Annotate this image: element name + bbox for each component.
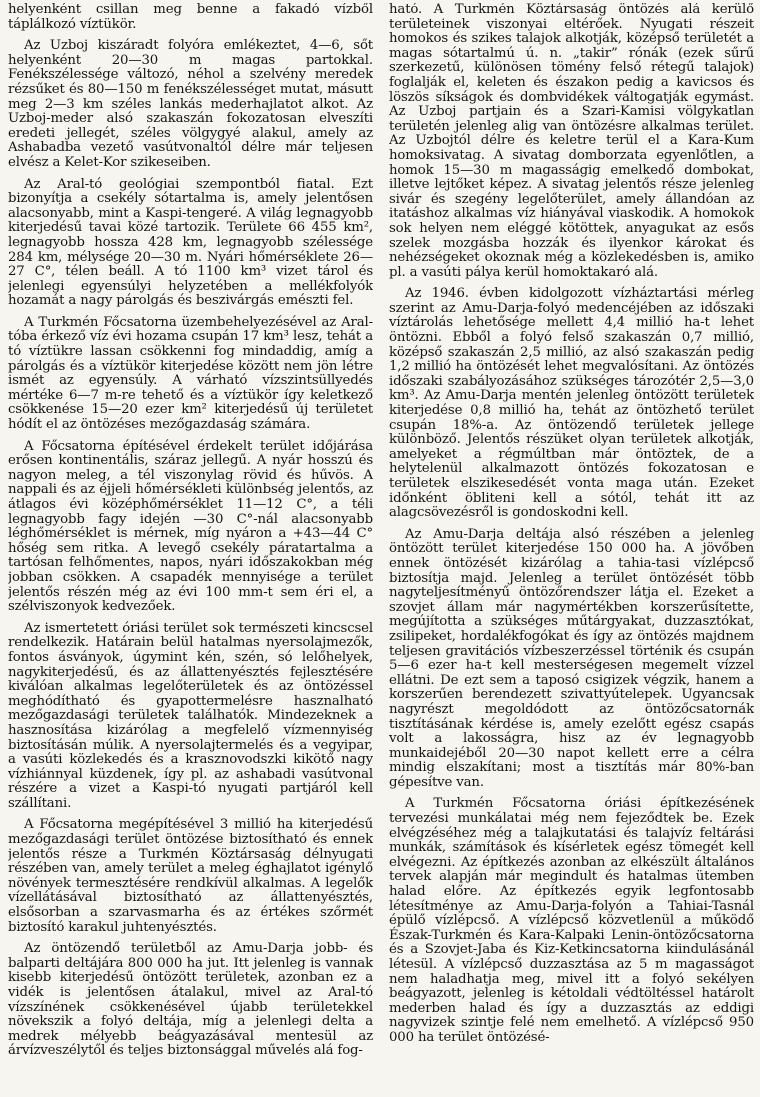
paragraph: A Turkmén Főcsatorna üzembehelyezésével az Aral-tóba érkező víz évi hozama csupán 17 km³ lesz, tehát a tó víztükre lassan csökkenni fog mindaddig, amíg a párolgás és a víztükör kiterjedése között nem jön létre ismét az egyensúly. A várható vízszintsüllyedés mértéke 6—7 m-re tehető és a víztükör így keletkező csökkenése 15—20 ezer km² kiterjedésű új területet hódít el az öntözéses mezőgazdaság számára. — [8, 314, 373, 433]
paragraph: Az Amu-Darja deltája alsó részében a jelenleg öntözött terület kiterjedése 150 000 ha. A jövőben ennek öntözését kizárólag a tahia-tasi vízlépcső biztosítja majd. Jelenleg a terület öntözését több nagyteljesítményű öntözőrendszer látja el. Ezeket a szovjet állam már nagymértékben korszerűsítette, megújította a szükséges műtárgyakat, duzzasztókat, zsilipeket, hordalékfogókat és így az öntözés majdnem teljesen gravitációs vízbeszerzéssel történik és csupán 5—6 ezer ha-t kell mesterségesen megemelt vízzel ellátni. De ezt sem a taposó csigizek végzik, hanem a korszerűen berendezett szivattyútelepek. Ugyancsak nagyrészt megoldódott az öntözőcsatornák tisztításának kérdése is, amely ezelőtt egész csapás volt a lakosságra, hisz az év legnagyobb munkaidejéből 20—30 napot kellett erre a célra mindig elszakítani; most a tisztítás már 80%-ban gépesítve van. — [389, 526, 754, 790]
paragraph: Az öntözendő területből az Amu-Darja jobb- és balparti deltájára 800 000 ha jut. Itt jelenleg is vannak kisebb kiterjedésű öntözött területek, azonban ez a vidék is jelentősen átalakul, mivel az Aral-tó vízszínének csökkenésével újabb területekkel növekszik a folyó deltája, míg a jelenlegi delta a medrek mélyebb beágyazásával mentesül az árvízveszélytől és teljes biztonsággal művelés alá fog- — [8, 941, 373, 1059]
paragraph: A Főcsatorna megépítésével 3 millió ha kiterjedésű mezőgazdasági terület öntözése biztosítható és ennek jelentős része a Turkmén Köztársaság délnyugati részében van, amely terület a meleg éghajlatot igénylő növények termesztésére rendkívül alkalmas. A legelők vízellátásával biztosítható az állattenyésztés, elsősorban a szarvasmarha és az értékes szőrmét biztosító karakul juhtenyésztés. — [8, 817, 373, 935]
paragraph: helyenként csillan meg benne a fakadó vízből táplálkozó víztükör. — [8, 3, 373, 32]
paragraph: Az 1946. évben kidolgozott vízháztartási mérleg szerint az Amu-Darja-folyó medencéjében az időszaki víztárolás lehetősége mellett 4,4 millió ha-t lehet öntözni. Ebből a folyó felső szakaszán 0,7 millió, középső szakaszán 2,5 millió, az alsó szakaszán pedig 1,2 millió ha öntözését lehet megvalósítani. Az öntözés időszaki szabályozásához szükséges tározótér 2,5—3,0 km³. Az Amu-Darja mentén jelenleg öntözött területek kiterjedése 0,8 millió ha, tehát az öntözhető terület csupán 18%-a. Az öntözendő területek jellege különböző. Jelentős részüket olyan területek alkotják, amelyeket a régmúltban már öntöztek, de a helytelenül alkalmazott öntözés fokozatosan e területek elszikesedését vonta maga után. Ezeket időnként öbliteni kell a sótól, tehát itt az alagcsövezésről is gondoskodni kell. — [389, 286, 754, 521]
text-column-left — [8, 3, 373, 1097]
paragraph: A Turkmén Főcsatorna óriási építkezésének tervezési munkálatai még nem fejeződtek be. Ezek elvégzéséhez még a talajkutatási és talajvíz feltárási munkák, számítások és kísérletek egész tömegét kell elvégezni. Az építkezés azonban az elkészült általános tervek alapján már megindult és hatalmas ütemben halad előre. Az építkezés egyik legfontosabb létesítménye az Amu-Darja-folyón a Tahiai-Tasnál épülő vízlépcső. A vízlépcső közvetlenül a működő Észak-Turkmén és Kara-Kalpaki Lenin-öntözőcsatorna és a Szovjet-Jaba és Kiz-Ketkincsatorna kiindulásánál létesül. A vízlépcső duzzasztása az 5 m magasságot nem haladhatja meg, mivel itt a folyó sekélyen beágyazott, jelenleg is kétoldali védtöltéssel határolt mederben halad és így a duzzasztás az eddigi nagyvizek szintje felé nem emelhető. A vízlépcső 950 000 ha terület öntözésé- — [389, 796, 754, 1045]
paragraph: Az Aral-tó geológiai szempontból fiatal. Ezt bizonyítja a csekély sótartalma is, amely jelentősen alacsonyabb, mint a Kaspi-tengeré. A világ legnagyobb kiterjedésű tavai közé tartozik. Területe 66 455 km², legnagyobb hossza 428 km, legnagyobb szélessége 284 km, mélysége 20—30 m. Nyári hőmérséklete 26—27 C°, télen beáll. A tó 1100 km³ vizet tárol és jelenlegi egyensúlyi helyzetében a mellékfolyók hozamát a nagy párolgás és beszivárgás emészti fel. — [8, 176, 373, 309]
text-column-right — [389, 3, 754, 1097]
paragraph: Az ismertetett óriási terület sok természeti kincscsel rendelkezik. Határain belül hatalmas nyersolajmezők, fontos ásványok, úgymint kén, szén, só lelőhelyek, nagykiterjedésű, és az állattenyésztés fejlesztésére kiválóan alkalmas legelőterületek és az öntözéssel meghódítható és gyapottermelésre hasznalható mezőgazdasági területek találhatók. Mindezeknek a hasznosítása kizárólag a megfelelő vízmennyiség biztosításán múlik. A nyersolajtermelés és a vegyipar, a vasúti közlekedés és a krasznovodszki kikötő nagy vízhiánnyal küzdenek, így pl. az ashabadi vasútvonal részére a vizet a Kaspi-tó nyugati partjáról kell szállítani. — [8, 620, 373, 811]
paragraph: ható. A Turkmén Köztársaság öntözés alá kerülő területeinek viszonyai eltérőek. Nyugati részeit homokos és szikes talajok alkotják, középső területét a magas sótartalmú ú. n. „takir” rónák (ezek sűrű szerkezetű, különösen tömény felső rétegű talajok) foglalják el, keleten és északon pedig a kavicsos és löszös síkságok és dombvidékek váltogatják egymást. Az Uzboj partjain és a Szari-Kamisi völgykatlan területén jelenleg alig van öntözésre alkalmas terület. Az Uzbojtól délre és keletre terül el a Kara-Kum homoksivatag. A sivatag domborzata egyenlőtlen, a homok 15—30 m magasságig emelkedő dombokat, illetve lejtőket képez. A sivatag jelentős része jelenleg sivár és szegény legelőterület, amely állandóan az itatáshoz alkalmas víz hiányával viaskodik. A homokok sok helyen nem eléggé kötöttek, anyagukat az esős szelek mozgásba hozzák és ilyenkor károkat és nehézségeket okoznak még a közlekedésben is, amiko pl. a vasúti pálya kerül homoktakaró alá. — [389, 3, 754, 280]
paragraph: A Főcsatorna építésével érdekelt terület időjárása erősen kontinentális, száraz jellegű. A nyár hosszú és nagyon meleg, a tél viszonylag rövid és hűvös. A nappali és az éjjeli hőmérsékleti különbség jelentős, az átlagos évi középhőmérséklet 11—12 C°, a téli legnagyobb fagy idején —30 C°-nál alacsonyabb léghőmérséklet is mérnek, míg nyáron a +43—44 C° hőség sem ritka. A levegő csekély páratartalma a tartósan felhőmentes, napos, nyári időszakokban még jobban csökken. A csapadék mennyisége a terület jelentős részén még az évi 100 mm-t sem éri el, a szélviszonyok kedvezőek. — [8, 438, 373, 615]
paragraph: Az Uzboj kiszáradt folyóra emlékeztet, 4—6, sőt helyenként 20—30 m magas partokkal. Fenékszélessége változó, néhol a szelvény meredek rézsűket és 80—150 m fenékszélességet mutat, másutt meg 2—3 km széles lankás mederhajlatot alkot. Az Uzboj-meder alsó szakaszán fokozatosan elveszíti eredeti jellegét, széles völgygyé alakul, amely az Ashabadba vezető vasútvonaltól délre már teljesen elvész a Kelet-Kor szikeseiben. — [8, 38, 373, 170]
